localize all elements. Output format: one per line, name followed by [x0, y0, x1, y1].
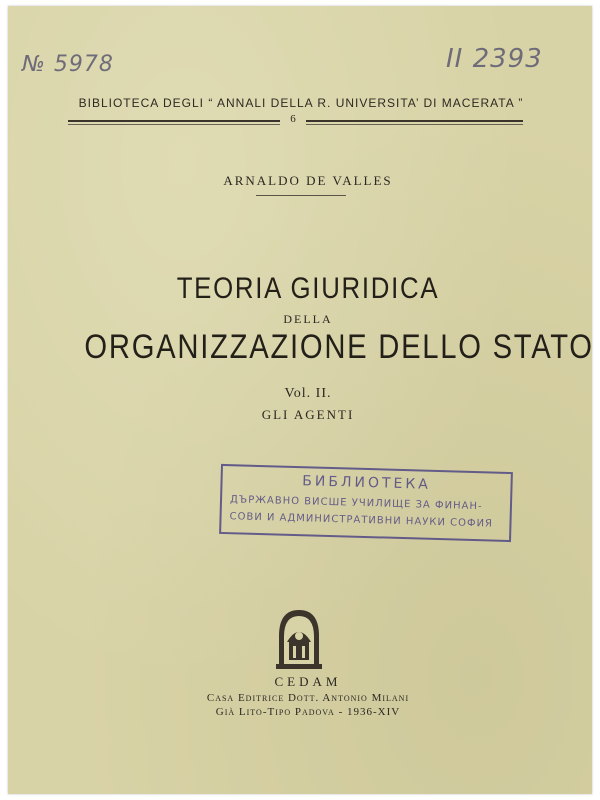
- book-title-line-2: ORGANIZZAZIONE DELLO STATO: [84, 328, 594, 366]
- book-title-line-1: TEORIA GIURIDICA: [176, 272, 440, 305]
- publisher-line-1: Casa Editrice Dott. Antonio Milani: [206, 692, 410, 704]
- handwritten-call-number-left: № 5978: [22, 52, 114, 77]
- library-stamp: [219, 464, 513, 542]
- series-number: 6: [290, 113, 296, 125]
- title-page: [8, 6, 592, 794]
- publisher-name: CEDAM: [274, 674, 342, 689]
- book-title-connector: DELLA: [283, 312, 333, 326]
- series-rule-left: [68, 120, 280, 122]
- stamp-line-2: СОВИ И АДМИНИСТРАТИВНИ НАУКИ СОФИЯ: [229, 511, 494, 530]
- author-rule: [256, 195, 346, 196]
- handwritten-call-number-right: II 2393: [446, 44, 543, 74]
- series-heading: BIBLIOTECA DEGLI “ ANNALI DELLA R. UNIVERSITA’ DI MACERATA ”: [78, 96, 524, 110]
- author-name: ARNALDO DE VALLES: [223, 173, 393, 188]
- stamp-title: БИБЛИОТЕКА: [302, 473, 432, 493]
- series-rule-left-thin: [68, 124, 280, 125]
- publisher-mark-icon: [273, 606, 325, 670]
- volume-subtitle: GLI AGENTI: [261, 407, 355, 422]
- series-rule-right: [306, 120, 523, 122]
- volume-number: Vol. II.: [284, 386, 332, 401]
- stamp-line-1: ДЪРЖАВНО ВИСШЕ УЧИЛИЩЕ ЗА ФИНАН-: [229, 494, 483, 513]
- series-rule-right-thin: [306, 124, 523, 125]
- publisher-line-2: Già Lito-Tipo Padova - 1936-XIV: [215, 706, 401, 718]
